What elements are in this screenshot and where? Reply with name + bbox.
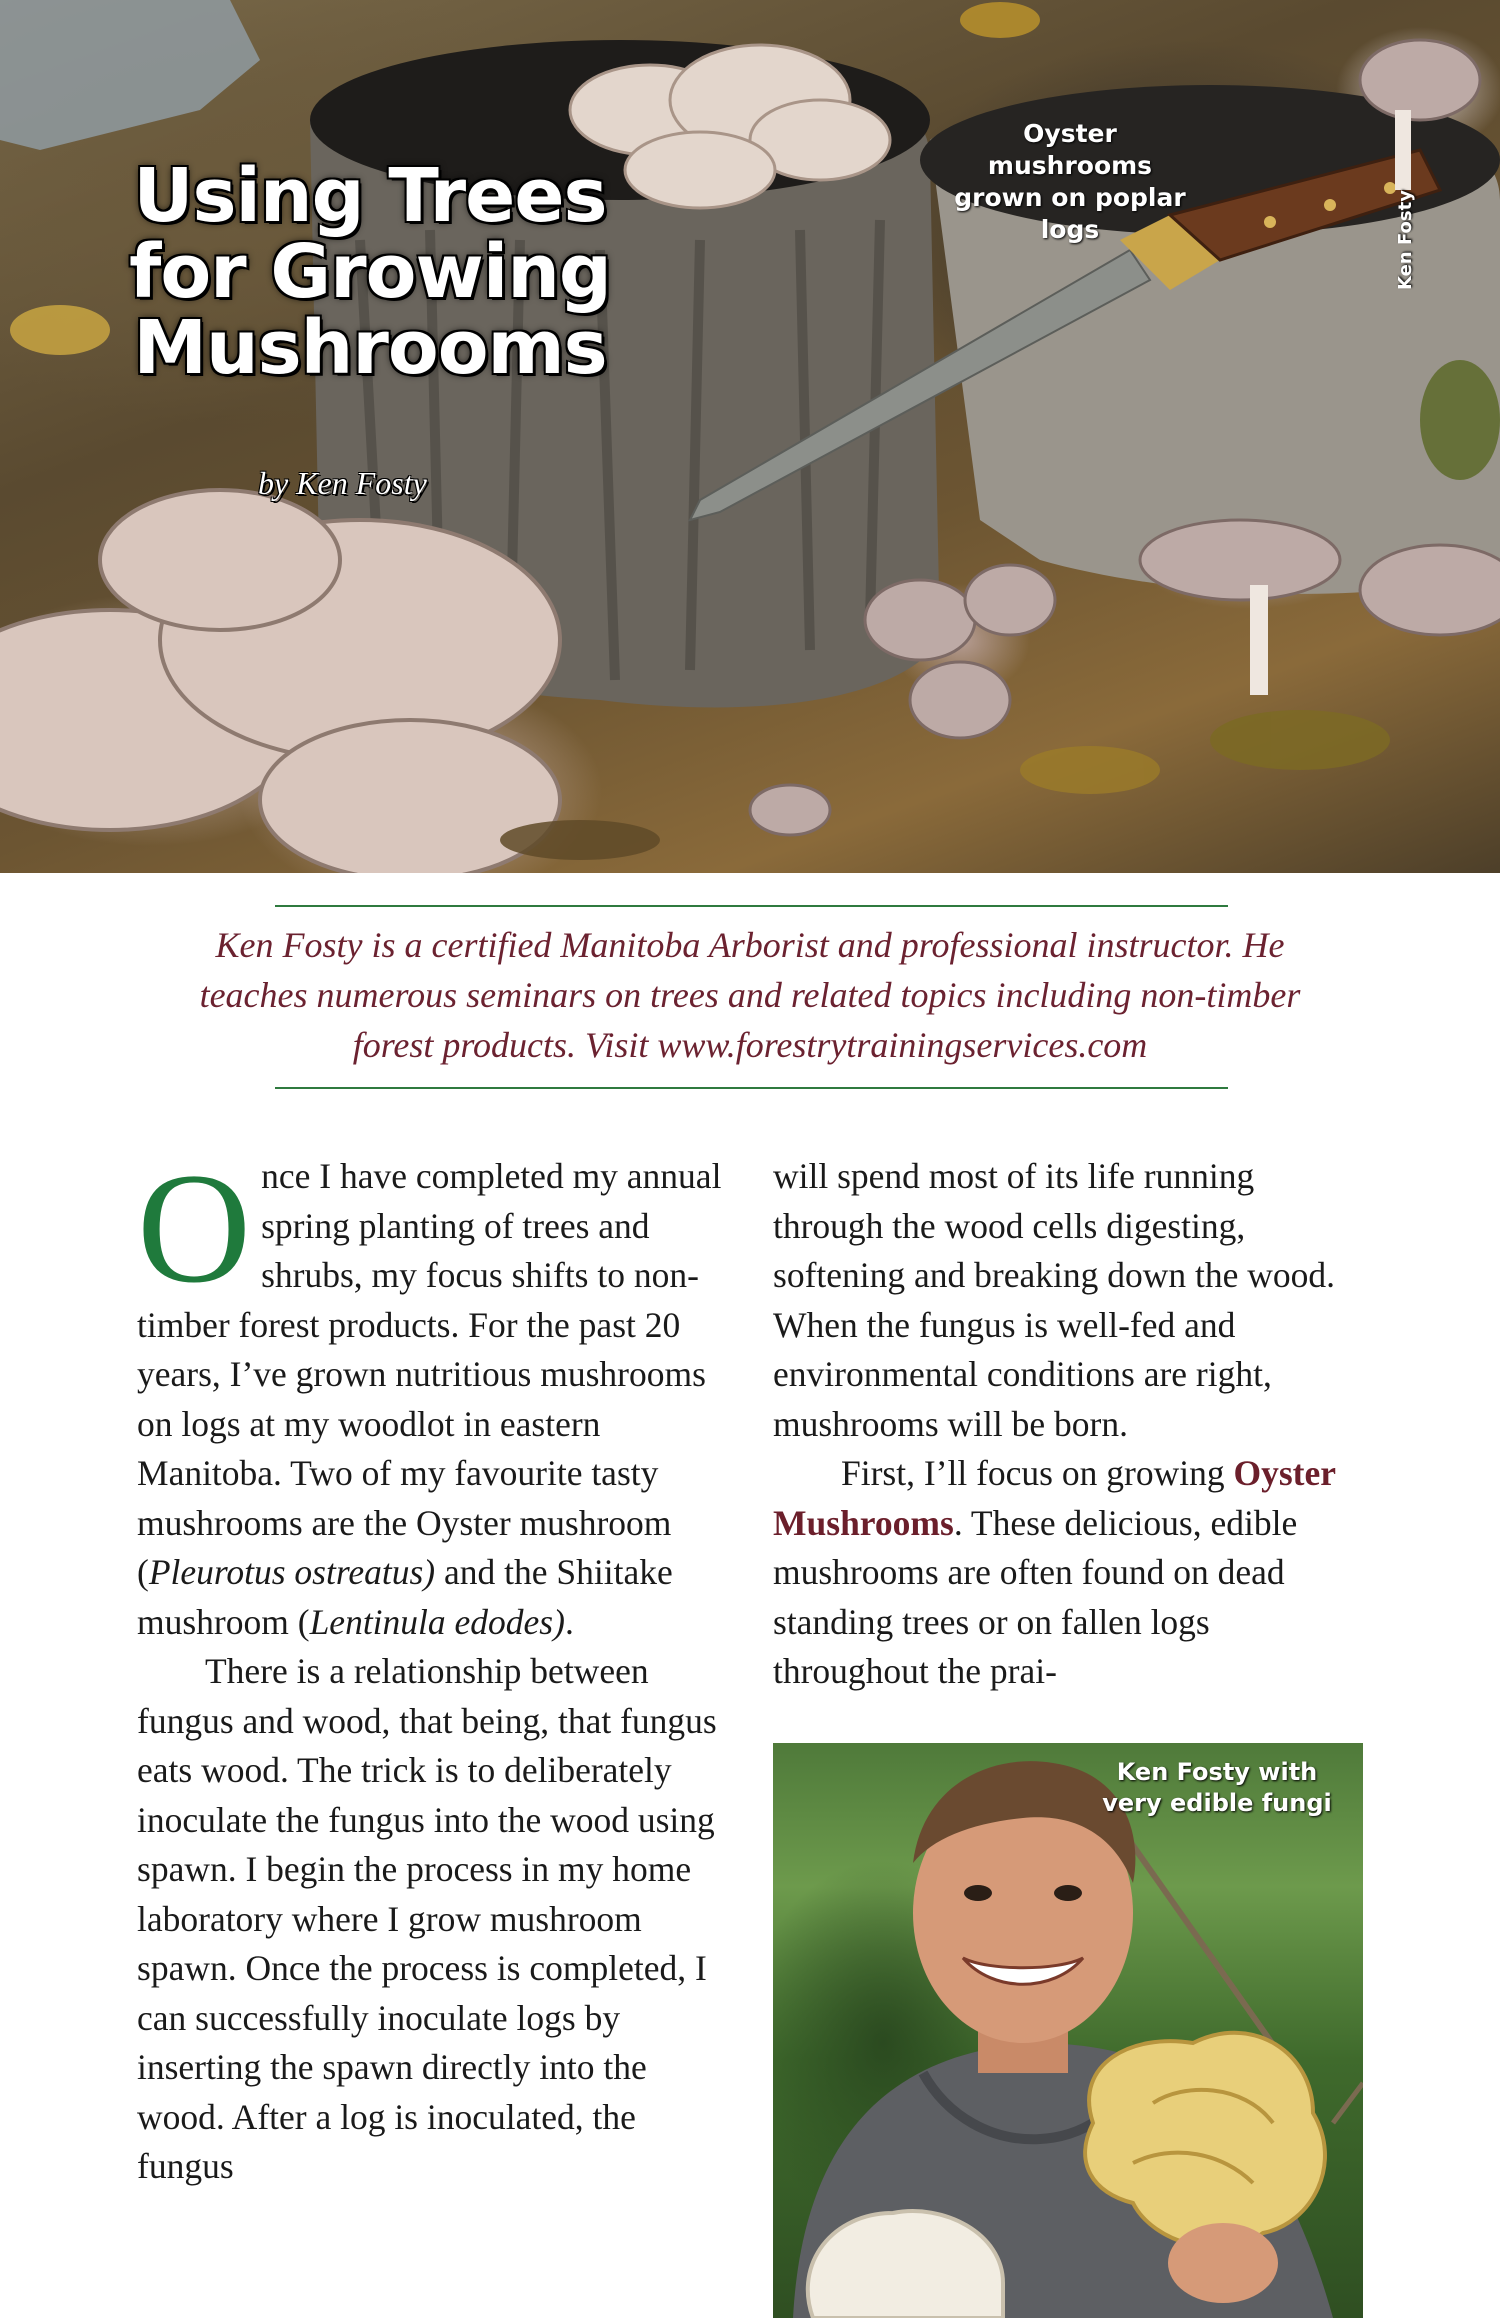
photo-caption	[940, 118, 1200, 246]
title-line: Using Trees	[133, 153, 607, 239]
caption-line: Ken Fosty with	[1116, 1758, 1318, 1786]
species-name: Lentinula edodes)	[309, 1601, 565, 1642]
paragraph-text: .	[564, 1601, 574, 1642]
bio-top-rule	[275, 905, 1228, 907]
article-column-left	[137, 1141, 731, 2192]
bio-bottom-rule	[275, 1087, 1228, 1089]
caption-line: mushrooms	[987, 151, 1153, 180]
article-title	[100, 153, 640, 391]
title-line: for Growing	[129, 229, 611, 315]
paragraph: There is a relationship between fungus and wood, that being, that fungus eats wood. The trick is to deliberately inoculate the fungus into the wood using spawn. I begin the process in my home laboratory where I grow mushroom spawn. Once the process is completed, I can successfully inoculate logs by inserting the spawn directly into the wood. After a log is inoculated, the fungus	[137, 1651, 717, 2186]
article-column-right	[773, 1152, 1363, 1697]
caption-line: Oyster	[1023, 119, 1117, 148]
author-bio	[150, 920, 1350, 1070]
paragraph	[137, 1141, 731, 1647]
paragraph-text: and the Shiitake mushroom (	[137, 1552, 673, 1642]
paragraph: will spend most of its life running through the wood cells digesting, softening and breaking down the wood. When the fungus is well-fed and environmental conditions are right, mushrooms will be born.	[773, 1156, 1335, 1444]
highlight-term: Oyster Mushrooms	[773, 1453, 1336, 1543]
bio-line: forest products. Visit www.forestrytrainingservices.com	[352, 1025, 1148, 1065]
photo-credit: Ken Fosty	[1395, 190, 1416, 290]
bio-line: Ken Fosty is a certified Manitoba Arborist and professional instructor. He	[215, 925, 1285, 965]
paragraph-text: nce I have completed my annual spring planting of trees and shrubs, my focus shifts to non-timber forest products. For the past 20 years, I’ve grown nutritious mushrooms on logs at my woodlot in eastern Manitoba. Two of my favourite tasty mushrooms are the Oyster mushroom (	[137, 1156, 722, 1592]
author-photo	[773, 1743, 1363, 2318]
hero-illustration	[0, 0, 1500, 873]
drop-cap: O	[137, 1141, 252, 1316]
author-photo-illustration	[773, 1743, 1363, 2318]
inset-caption	[1087, 1757, 1347, 1819]
title-line: Mushrooms	[133, 305, 607, 391]
bio-line: teaches numerous seminars on trees and related topics including non-timber	[199, 975, 1301, 1015]
oyster-cluster-large	[0, 490, 560, 873]
rock	[0, 0, 260, 150]
paragraph	[773, 1449, 1363, 1697]
caption-line: logs	[1040, 215, 1100, 244]
species-name: Pleurotus ostreatus)	[148, 1552, 436, 1592]
paragraph-text: First, I’ll focus on growing	[841, 1453, 1234, 1493]
hand	[1168, 2223, 1278, 2303]
hero-photo	[0, 0, 1500, 873]
byline: by Ken Fosty	[258, 465, 427, 501]
caption-line: very edible fungi	[1102, 1789, 1332, 1817]
paragraph-text: . These delicious, edible mushrooms are often found on dead standing trees or on fallen logs throughout the prai-	[773, 1502, 1298, 1691]
caption-line: grown on poplar	[954, 183, 1186, 212]
